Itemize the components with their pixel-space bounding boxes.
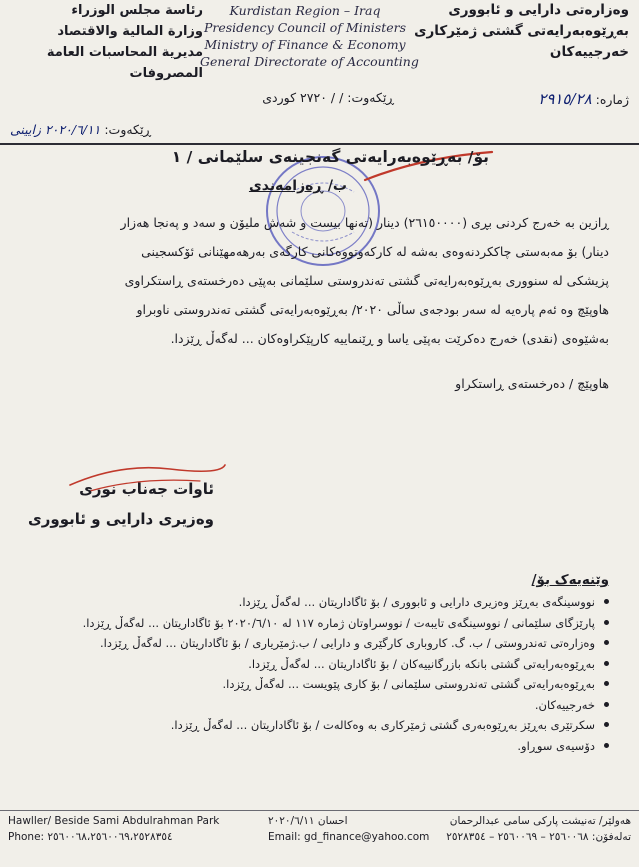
letterhead-kurdish <box>414 0 629 63</box>
letterhead-kurdish-line: خەرجییەکان <box>549 44 629 60</box>
bullet-icon <box>604 681 609 686</box>
bullet-icon <box>604 620 609 625</box>
letterhead-english-line: General Directorate of Accounting <box>200 54 419 69</box>
letterhead-arabic-line: وزارة المالية والاقتصاد <box>57 24 203 39</box>
cc-list <box>82 592 609 756</box>
reference-date-label: ڕێکەوت: <box>347 90 394 105</box>
body-line: هاوپێچ وە ئەم پارەیە لە سەر بودجەی ساڵی ٢٠٢٠/ بەڕێوەبەرایەتی گشتی تەندروستی ناوبراو <box>136 302 609 317</box>
cc-title: وێنەیەک بۆ/ <box>531 572 609 588</box>
cc-item: بەڕێوەبەرایەتی گشتی بانکە بازرگانییەکان / بۆ ئاگاداریتان ... لەگەڵ ڕێزدا. <box>89 654 609 675</box>
reference-number-label: ژمارە: <box>595 92 629 107</box>
header-divider <box>0 143 639 145</box>
body-line: ڕازین بە خەرج کردنی بڕی (٢٦١٥٠٠٠٠) دینار (تەنها بیست و شەش ملیۆن و سەد و پەنجا هەزار <box>120 215 609 230</box>
reference-date-gregorian <box>10 122 151 137</box>
reference-date <box>262 90 394 105</box>
letterhead-arabic <box>8 0 203 84</box>
cc-item: نووسینگەی بەڕێز وەزیری دارایی و ئابووری / بۆ ئاگاداریتان ... لەگەڵ ڕێزدا. <box>89 592 609 613</box>
signatory-name: ئاوات جەناب نوری <box>79 480 214 498</box>
cc-item: دۆسیەی سوڕاو. <box>89 736 609 757</box>
addressee-line: بۆ/ بەڕێوەبەرایەتی گەنجینەی سلێمانی / ١ <box>171 148 489 166</box>
signatory-title: وەزیری دارایی و ئابووری <box>28 510 214 528</box>
footer-phone-en: Phone: ٢٥٦٠٠٦٨،٢٥٦٠٠٦٩،٢٥٢٨٣٥٤ <box>8 831 173 843</box>
body-line: دینار) بۆ مەبەستی چاککردنەوەی بەشە لە کارکەوتووەکانی کارگەی بەرهەمهێنانی ئۆکسجینی <box>141 244 609 259</box>
footer-address-en: Hawller/ Beside Sami Abdulrahman Park <box>8 815 220 827</box>
cc-item: پارێزگای سلێمانی / نووسینگەی تایبەت / نووسراوتان ژمارە ١١٧ لە ٢٠٢٠/٦/١٠ بۆ ئاگاداریتان ... لەگەڵ ڕێزدا. <box>89 613 609 634</box>
letterhead-kurdish-line: بەڕێوەبەرایەتی گشتی ژمێرکاری <box>414 23 629 39</box>
bullet-icon <box>604 661 609 666</box>
subject-label: ب/ <box>327 178 347 194</box>
letterhead-arabic-line: المصروفات <box>129 66 203 81</box>
cc-item: خەرجییەکان. <box>89 695 609 716</box>
letterhead-english-line: Presidency Council of Ministers <box>203 20 407 35</box>
reference-date-value: / / ٢٧٢٠ کوردی <box>262 90 344 105</box>
letterhead-arabic-line: رئاسة مجلس الوزراء <box>71 3 203 18</box>
footer-address-ku: هەولێر/ تەنیشت پارکی سامی عبدالرحمان <box>449 815 631 827</box>
footer-phone-ku: تەلەفۆن: ٢٥٦٠٠٦٨ – ٢٥٦٠٠٦٩ – ٢٥٢٨٣٥٤ <box>446 831 631 843</box>
cc-item: سکرتێری بەڕێز بەڕێوەبەری گشتی ژمێرکاری بە وەکالەت / بۆ ئاگاداریتان ... لەگەڵ ڕێزدا. <box>89 715 609 736</box>
letterhead-english-line: Ministry of Finance & Economy <box>204 37 406 52</box>
subject-text: ڕەزامەندی <box>248 178 323 194</box>
attachment-note: هاوپێچ / دەرخستەی ڕاستکراو <box>455 376 609 391</box>
letterhead-kurdish-line: وەزارەتی دارایی و ئابووری <box>448 2 629 18</box>
body-line: پزیشکی لە سنووری بەڕێوەبەرایەتی گشتی تەندروستی سلێمانی بەپێی دەرخستەی ڕاستکراوی <box>124 273 609 288</box>
cc-item: وەزارەتی تەندروستی / ب. گ. کاروباری کارگێری و دارایی / ب.ژمێریاری / بۆ ئاگاداریتان ... لەگەڵ ڕێزدا. <box>89 633 609 654</box>
footer-date: احسان ٢٠٢٠/٦/١١ <box>268 815 348 827</box>
letterhead-english <box>200 2 419 70</box>
body-line: بەشێوەی (نقدی) خەرج دەکرێت بەپێی یاسا و ڕێنماییە کارپێکراوەکان ... لەگەڵ ڕێزدا. <box>170 331 609 346</box>
footer-email: Email: gd_finance@yahoo.com <box>268 831 430 843</box>
footer-divider <box>0 810 639 811</box>
subject-line <box>249 178 347 194</box>
bullet-icon <box>604 743 609 748</box>
bullet-icon <box>604 702 609 707</box>
reference-number-value: ٢٩١٥/٢٨ <box>538 90 592 108</box>
letterhead-english-line: Kurdistan Region – Iraq <box>229 3 381 18</box>
bullet-icon <box>604 640 609 645</box>
cc-item: بەڕێوەبەرایەتی گشتی تەندروستی سلێمانی / بۆ کاری پێویست ... لەگەڵ ڕێزدا. <box>89 674 609 695</box>
reference-date2-label: ڕێکەوت: <box>104 122 152 137</box>
reference-date2-value: ٢٠٢٠/٦/١١ زایینی <box>10 122 101 137</box>
bullet-icon <box>604 722 609 727</box>
bullet-icon <box>604 599 609 604</box>
reference-number <box>538 90 629 108</box>
letterhead-arabic-line: مديرية المحاسبات العامة <box>46 45 203 60</box>
